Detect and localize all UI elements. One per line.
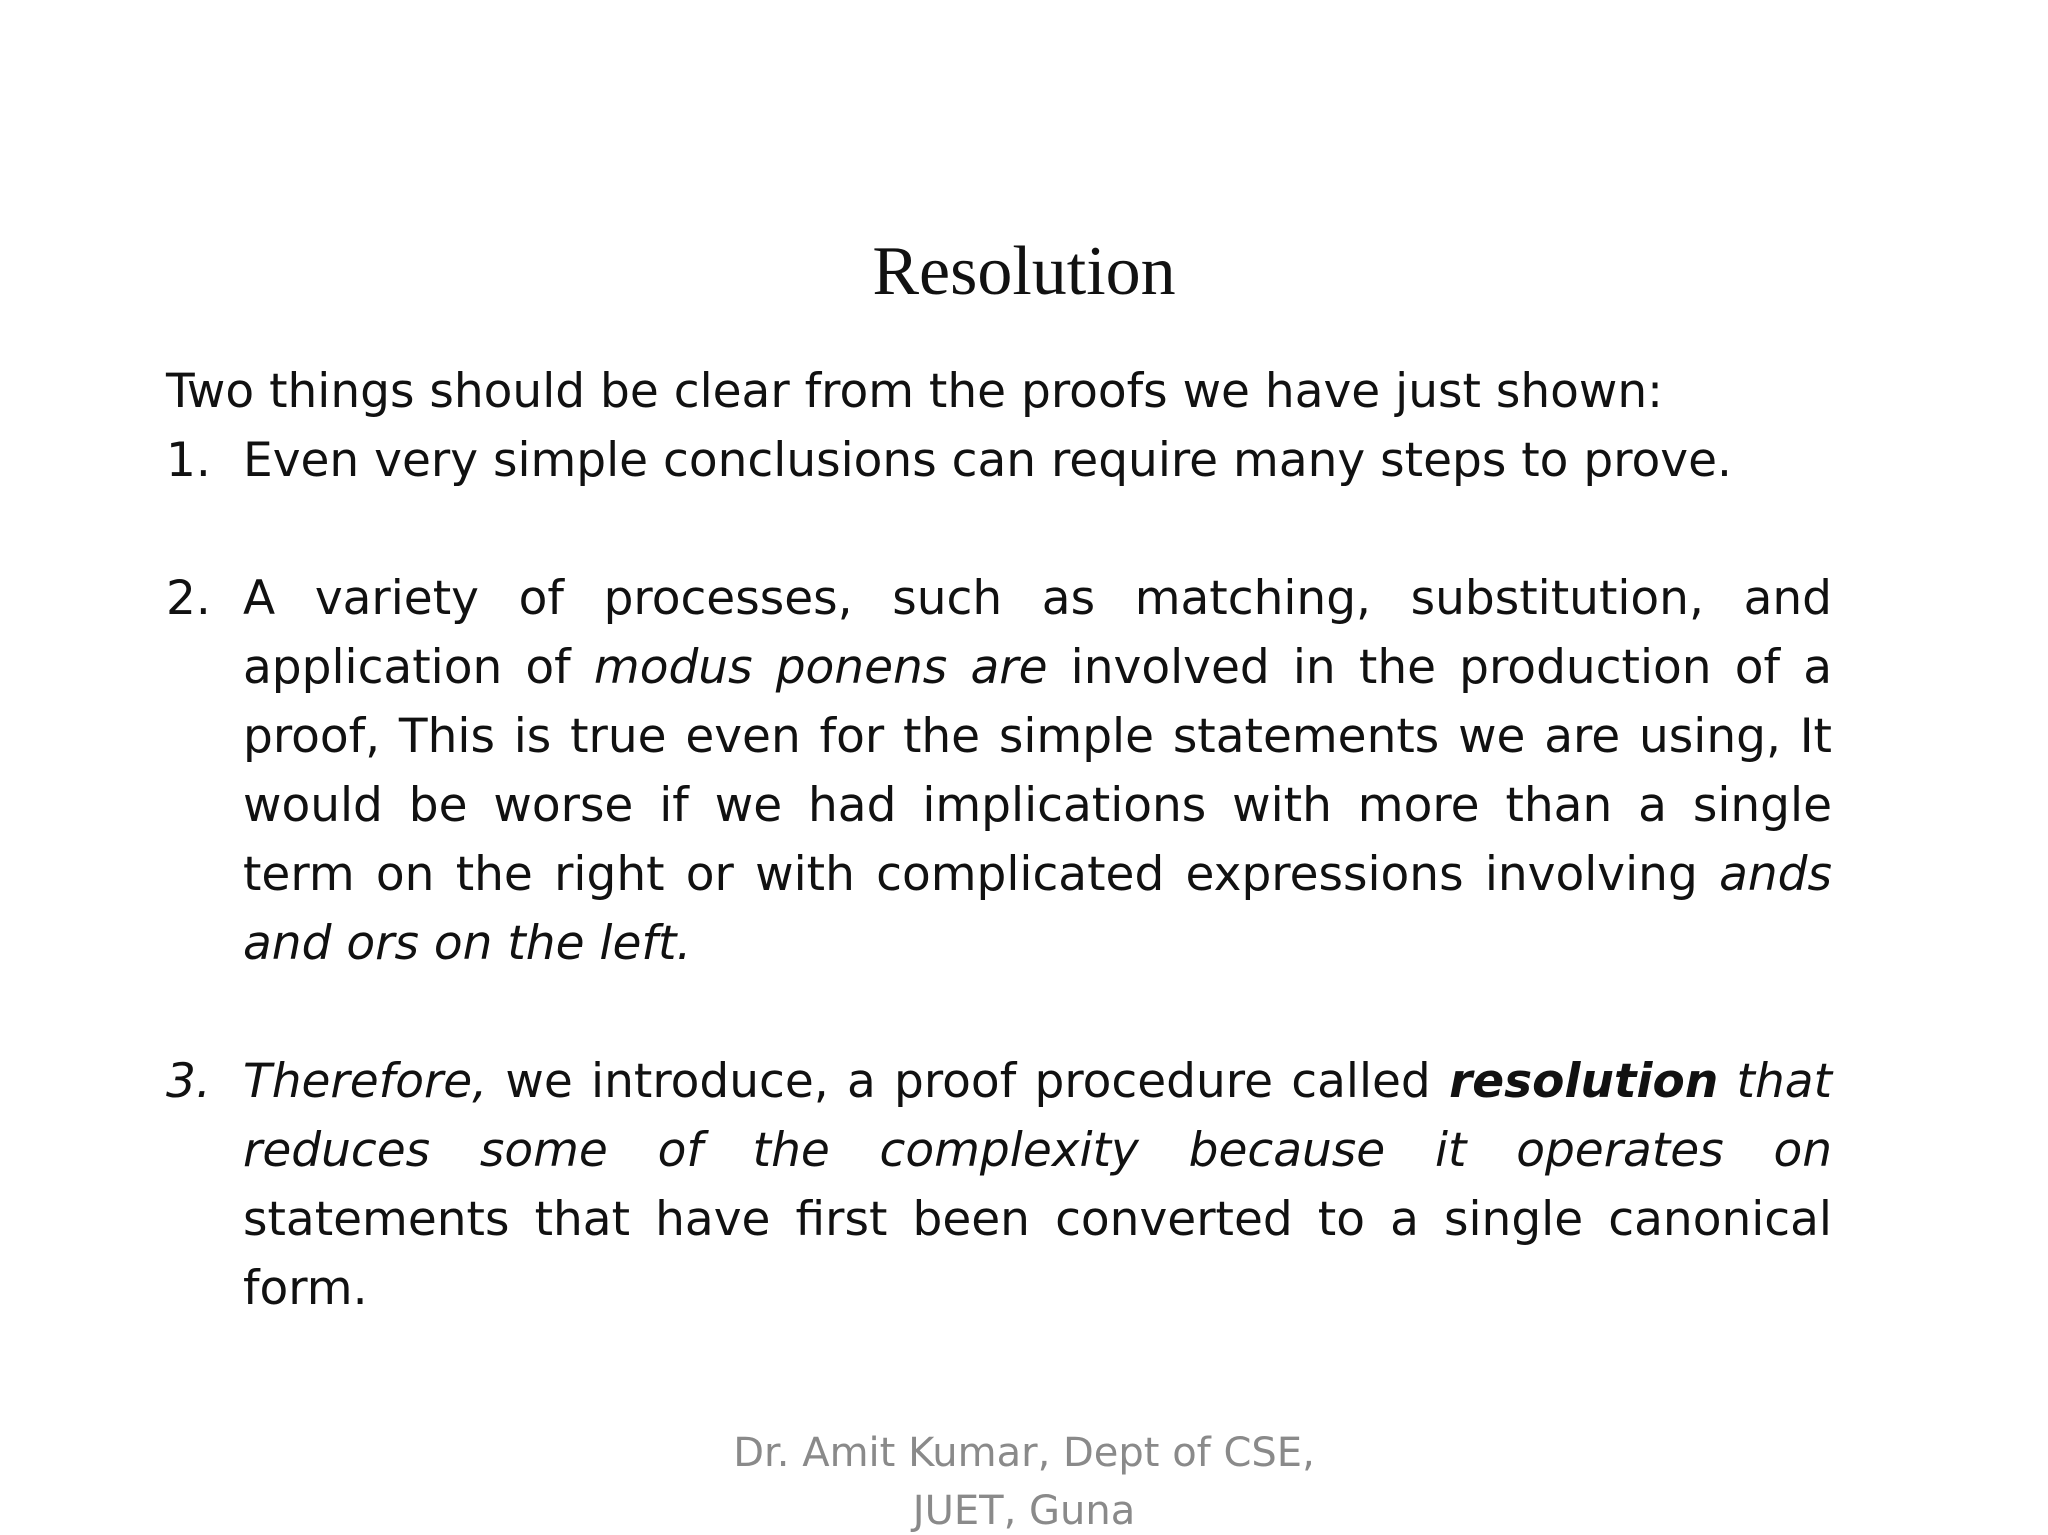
list-item-text: [243, 564, 1832, 978]
intro-text: Two things should be clear from the proofs we have just shown:: [166, 364, 1663, 419]
footer-institution: JUET, Guna: [912, 1488, 1136, 1534]
text-segment: Even very simple conclusions can require many steps to prove.: [243, 433, 1732, 488]
footer-author: Dr. Amit Kumar, Dept of CSE,: [733, 1430, 1315, 1476]
list-item-text: [243, 426, 1832, 495]
list-number: 3.: [166, 1054, 211, 1109]
text-segment: involved in the production of a proof, This is true even for the simple statements we are using, It would be worse if we had implications with more than a single term on the right or with complicated expressions involving: [243, 640, 1832, 902]
list-number: 1.: [166, 433, 211, 488]
text-segment: we introduce, a proof procedure called: [487, 1054, 1450, 1109]
slide-title: Resolution: [872, 233, 1176, 310]
list-item-text: [243, 1047, 1832, 1323]
text-segment: A variety of processes, such as matching, substitution, and application of: [243, 571, 1832, 695]
list-item-1: [166, 426, 1832, 495]
list-item-3: [166, 1047, 1832, 1323]
emphasis-resolution: resolution: [1449, 1054, 1719, 1109]
emphasis-therefore: Therefore,: [243, 1054, 488, 1109]
slide-body: [166, 357, 1832, 1323]
text-segment: statements that have first been converted to a single canonical form.: [243, 1192, 1832, 1316]
emphasis-modus-ponens: modus ponens are: [593, 640, 1048, 695]
emphasis-ands-ors: ands and ors on the left.: [243, 847, 1832, 971]
slide-footer: [0, 1424, 2048, 1535]
emphasis-reduces-complexity: that reduces some of the complexity because it operates on: [243, 1054, 1833, 1178]
list-item-2: [166, 564, 1832, 978]
list-number: 2.: [166, 571, 211, 626]
